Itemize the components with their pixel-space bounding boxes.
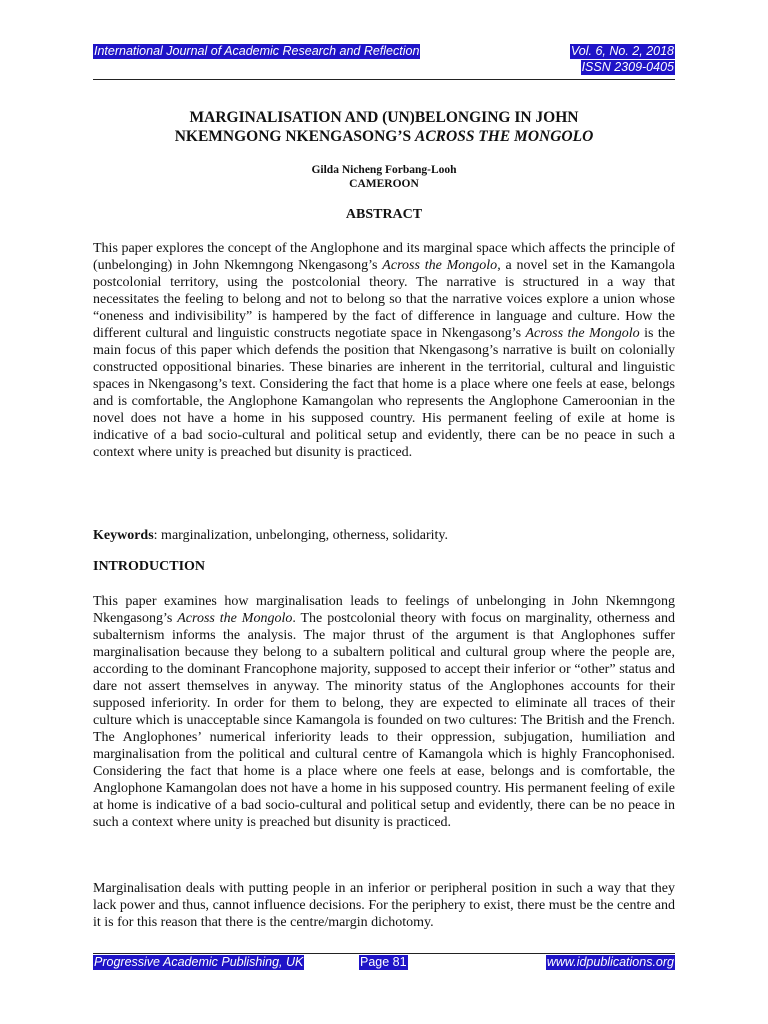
introduction-paragraph-2: Marginalisation deals with putting people in an inferior or peripheral position in such a way that they lack power and thus, cannot influence decisions. For the periphery to exist, there must be the centre and it is for this reason that there is the centre/margin dichotomy. — [93, 881, 675, 930]
keywords-list: : marginalization, unbelonging, otherness, solidarity. — [153, 528, 449, 543]
journal-name: International Journal of Academic Research and Reflection — [94, 44, 420, 58]
page-number: Page 81 — [360, 955, 407, 969]
publisher: Progressive Academic Publishing, UK — [94, 955, 304, 969]
title-novel-name: ACROSS THE MONGOLO — [414, 128, 594, 145]
title-line-2: NKEMNGONG NKENGASONG’S ACROSS THE MONGOLO — [174, 128, 594, 145]
author-country: CAMEROON — [349, 178, 419, 190]
header-divider — [93, 79, 675, 80]
website-link[interactable]: www.idpublications.org — [546, 955, 674, 969]
keywords-label: Keywords — [93, 528, 154, 543]
issn: ISSN 2309-0405 — [581, 60, 674, 74]
footer-divider — [93, 953, 675, 954]
volume-info: Vol. 6, No. 2, 2018 — [570, 44, 674, 58]
author-block — [93, 163, 675, 191]
author-name: Gilda Nicheng Forbang-Looh — [311, 164, 457, 176]
abstract-heading: ABSTRACT — [345, 207, 423, 222]
abstract-text: This paper explores the concept of the Anglophone and its marginal space which affects the principle of (unbelonging) in John Nkemngong Nkengasong’s Across the Mongolo, a novel set in the Kamangola postcolonial territory, using the postcolonial theory. The narrative is structured in a way that necessitates the feeling to belong and not to belong so that the narrative voices explore a union whose “oneness and indivisibility” is hampered by the fact of difference in language and culture. How the different cultural and linguistic constructs negotiate space in Nkengasong’s Across the Mongolo is the main focus of this paper which defends the position that Nkengasong’s narrative is built on colonially constructed oppositional binaries. These binaries are inherent in the territorial, cultural and linguistic spaces in Nkengasong’s text. Considering the fact that home is a place where one feels at ease, belongs and is comfortable, the Anglophone Kamangolan who represents the Anglophone Cameroonian in the novel does not have a home in his supposed country. His permanent feeling of exile at home is indicative of a bad socio-cultural and political setup and evidently, there can be no peace in such a context where unity is preached but disunity is practiced. — [93, 241, 675, 460]
introduction-paragraph-1: This paper examines how marginalisation leads to feelings of unbelonging in John Nkemngong Nkengasong’s Across the Mongolo. The postcolonial theory with focus on marginality, otherness and subalternism informs the analysis. The major thrust of the argument is that Anglophones suffer marginalisation because they belong to a subaltern political and cultural group where the people are, according to the dominant Francophone majority, supposed to accept their inferior or “other” status and dare not assert themselves in anyway. The minority status of the Anglophones accounts for their supposed inferiority. In order for them to belong, they are expected to eliminate all traces of their culture which is unacceptable since Kamangola is founded on two cultures: The British and the French. The Anglophones’ numerical inferiority leads to their oppression, subjugation, humiliation and marginalisation from the political and cultural centre of Kamangola which is highly Francophonised. Considering the fact that home is a place where one feels at ease, belongs and is comfortable, the Anglophone Kamangolan does not have a home in his supposed country. His permanent feeling of exile at home is indicative of a bad socio-cultural and political setup and evidently, there can be no peace in such a context where unity is preached but disunity is practiced. — [93, 594, 675, 830]
title-line-1: MARGINALISATION AND (UN)BELONGING IN JOHN — [189, 109, 579, 126]
paper-title — [93, 108, 675, 146]
introduction-heading: INTRODUCTION — [93, 559, 206, 574]
keywords — [93, 527, 675, 544]
